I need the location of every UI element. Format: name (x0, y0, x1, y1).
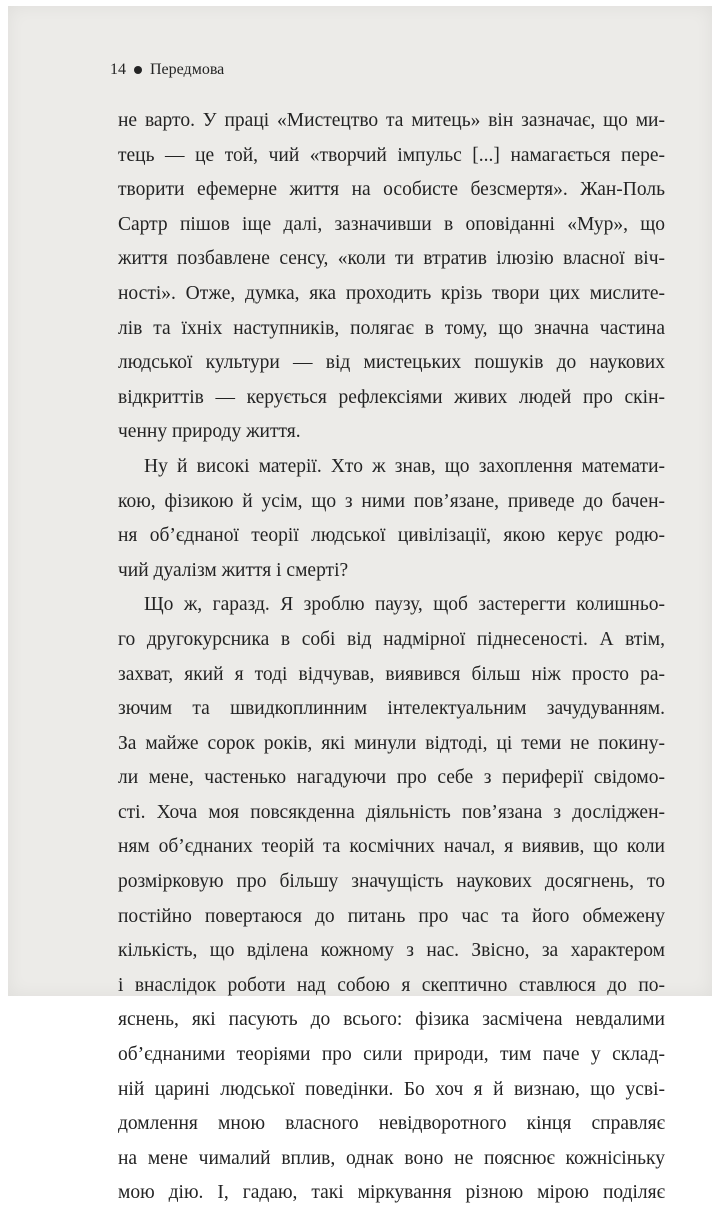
section-title: Передмова (150, 61, 225, 78)
text-line: і внаслідок роботи над собою я скептично ставлюся до по- (118, 974, 665, 996)
text-line: кількість, що вділена кожному з нас. Звісно, за характером (118, 940, 665, 962)
text-line: За майже сорок років, які минули відтоді, ці теми не покину- (118, 732, 665, 754)
text-line: тець — це той, чий «творчий імпульс [...] намагається пере- (118, 144, 665, 166)
text-line: життя позбавлене сенсу, «коли ти втратив ілюзію власної віч- (118, 248, 665, 270)
text-line: відкриттів — керується рефлексіями живих людей про скін- (118, 386, 665, 408)
text-line: об’єднаними теоріями про сили природи, тим паче у склад- (118, 1044, 665, 1066)
book-page (8, 6, 712, 1204)
text-line: кою, фізикою й усім, що з ними пов’язане, приведе до бачен- (118, 490, 665, 512)
text-line: Сартр пішов іще далі, зазначивши в оповіданні «Мур», що (118, 213, 665, 235)
text-line: чий дуалізм життя і смерті? (118, 559, 349, 581)
text-line: на мене чималий вплив, однак воно не пояснює кожнісіньку (118, 1147, 665, 1169)
text-line: творити ефемерне життя на особисте безсмертя». Жан-Поль (118, 179, 665, 201)
text-line: ній царині людської поведінки. Бо хоч я й визнаю, що усві- (118, 1078, 665, 1100)
body-text (118, 104, 665, 1211)
text-line: ності». Отже, думка, яка проходить крізь твори цих мислите- (118, 282, 665, 304)
text-line: людської культури — від мистецьких пошуків до наукових (118, 352, 665, 374)
text-line: мою дію. І, гадаю, такі міркування різною мірою поділяє (118, 1182, 665, 1204)
text-line: лів та їхніх наступників, полягає в тому, що значна частина (118, 317, 665, 339)
text-line: зючим та швидкоплинним інтелектуальним зачудуванням. (118, 698, 665, 720)
paragraph (118, 588, 665, 1211)
text-line: домлення мною власного невідворотного кінця справляє (118, 1113, 665, 1135)
paragraph (118, 450, 665, 588)
text-line: сті. Хоча моя повсякденна діяльність пов’язана з досліджен- (118, 801, 665, 823)
text-line: ням об’єднаних теорій та космічних начал, я виявив, що коли (118, 836, 665, 858)
text-line: захват, який я тоді відчував, виявився більш ніж просто ра- (118, 663, 665, 685)
running-header (110, 61, 224, 79)
page-number: 14 (110, 61, 126, 78)
text-line: яснень, які пасують до всього: фізика засмічена невдалими (118, 1009, 665, 1031)
text-line: постійно повертаюся до питань про час та його обмежену (118, 905, 665, 927)
paragraph (118, 104, 665, 450)
text-line: Що ж, гаразд. Я зроблю паузу, щоб застерегти колишньо- (144, 594, 665, 616)
text-line: го другокурсника в собі від надмірної піднесеності. А втім, (118, 628, 665, 650)
text-line: Ну й високі матерії. Хто ж знав, що захоплення математи- (144, 455, 665, 477)
text-line: ня об’єднаної теорії людської цивілізації, якою керує родю- (118, 525, 665, 547)
text-line: ли мене, частенько нагадуючи про себе з периферії свідомо- (118, 767, 665, 789)
text-line: ченну природу життя. (118, 421, 301, 443)
text-line: не варто. У праці «Мистецтво та митець» він зазначає, що ми- (118, 110, 665, 131)
bullet-dot-icon (134, 66, 142, 74)
text-line: розмірковую про більшу значущість наукових досягнень, то (118, 871, 665, 893)
